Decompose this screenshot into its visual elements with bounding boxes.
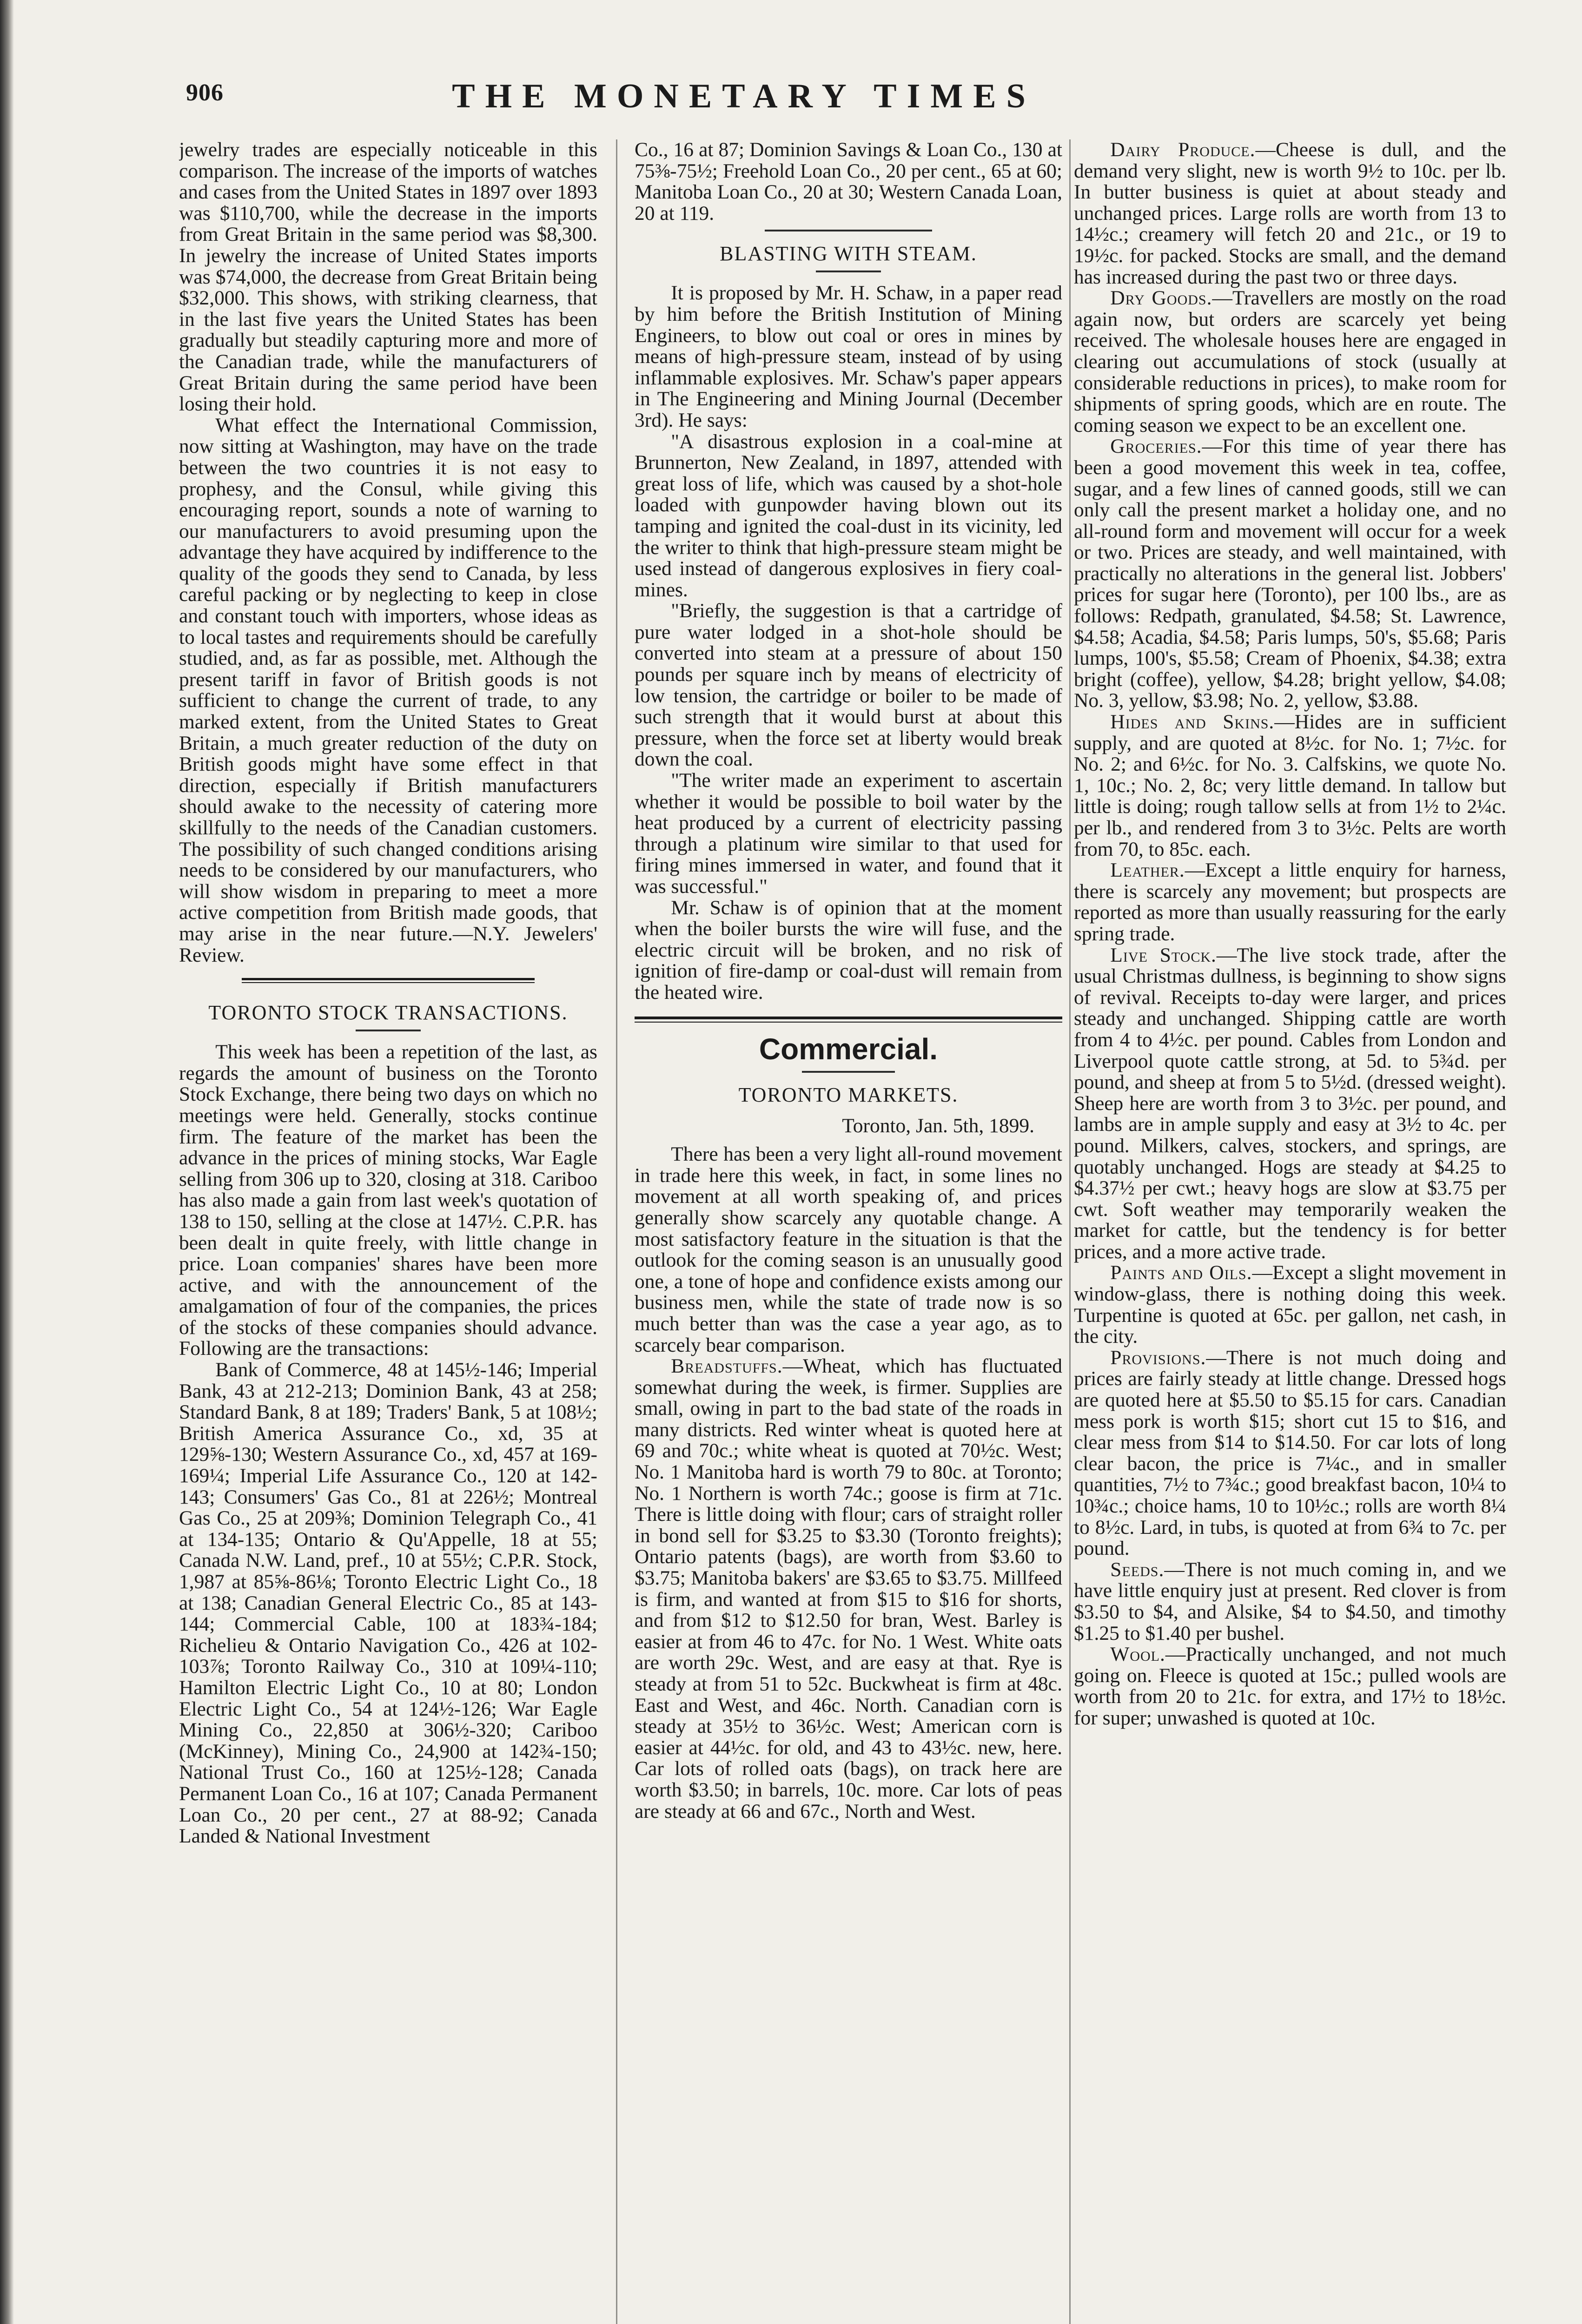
column-rule-right [1069,139,1071,2324]
stock-transactions-heading: TORONTO STOCK TRANSACTIONS. [208,1001,568,1024]
stock-transactions-continued: Co., 16 at 87; Dominion Savings & Loan Co., 130 at 75⅜-75½; Freehold Loan Co., 20 per cent., 65 at 60; Manitoba Loan Co., 20 at 30; Western Canada Loan, 20 at 119. [635,139,1062,224]
jewelry-paragraph-continued: jewelry trades are especially noticeable in this comparison. The increase of the imports of watches and cases from the United States in 1897 over 1893 was $110,700, while the decrease in the imports from Great Britain in the same period was $8,300. In jewelry the increase of United States imports was $74,000, the decrease from Great Britain being $32,000. This shows, with striking clearness, that in the last five years the United States has been gradually but steadily capturing more and more of the Canadian trade, while the manufacturers of Great Britain during the same period have been losing their hold. [179,139,597,416]
jewelry-paragraph-commission: What effect the International Commission, now sitting at Washington, may have on the trade between the two countries it is not easy to prophesy, and the Consul, while giving this encouraging report, sounds a note of warning to our manufacturers to avoid presuming upon the advantage they have acquired by indifference to the quality of the goods they send to Canada, by less careful packing or by neglecting to keep in close and constant touch with importers, whose ideas as to local tastes and requirements should be carefully studied, and, as far as possible, met. Although the present tariff in favor of British goods is not sufficient to change the current of trade, to any marked extent, from the United States to Great Britain, a much greater reduction of the duty on British goods might have some effect in that direction, especially if British manufacturers should awake to the necessity of catering more skillfully to the needs of the Canadian customers. The possibility of such changed conditions arising needs to be considered by our manufacturers, who will show wisdom in preparing to meet a more active competition from British made goods, that may arise in the near future.—N.Y. Jewelers' Review. [179,414,597,966]
dateline: Toronto, Jan. 5th, 1899. [842,1114,1034,1137]
item-text: —Hides are in sufficient supply, and are quoted at 8½c. for No. 1; 7½c. for No. 2; and 6½c. for No. 3. Calfskins, we quote No. 1, 10c.; No. 2, 8c; very little demand. In tallow but little is doing; rough tallow sells at from 1½ to 2¼c. per lb., and rendered from 3 to 3½c. Pelts are worth from 70, to 85c. each. [1074,711,1506,860]
toronto-markets-heading: TORONTO MARKETS. [738,1083,959,1106]
market-item-wool [1074,1644,1506,1729]
item-lead: Leather. [1110,859,1185,882]
blasting-paragraph: Mr. Schaw is of opinion that at the moment when the boiler bursts the wire will fuse, and the electric circuit will be broken, and no risk of ignition of fire-damp or coal-dust will remain from the heated wire. [635,896,1062,1004]
item-text: —For this time of year there has been a good movement this week in tea, coffee, sugar, and a few lines of canned goods, still we can only call the present market a holiday one, and no all-round form and movement will occur for a week or two. Prices are steady, and well maintained, with practically no alterations in the general list. Jobbers' prices for sugar here (Toronto), per 100 lbs., are as follows: Redpath, granulated, $4.58; St. Lawrence, $4.58; Acadia, $4.58; Paris lumps, 50's, $5.68; Paris lumps, 100's, $5.58; Cream of Phoenix, $4.38; extra bright (coffee), yellow, $4.28; bright yellow, $4.08; No. 3, yellow, $3.98; No. 2, yellow, $3.88. [1074,435,1506,712]
item-lead: Groceries. [1110,435,1202,458]
item-text: —The live stock trade, after the usual Christmas dullness, is beginning to show signs of revival. Receipts to-day were larger, and prices steady and unchanged. Shipping cattle are worth from 4 to 4½c. per pound. Cables from London and Liverpool quote cattle strong, at 5d. to 5¾d. per pound, and sheep at from 5 to 5½d. (dressed weight). Sheep here are worth from 3 to 3½c. per pound, and lambs are in ample supply and easy at 3½ to 4c. per pound. Milkers, calves, stockers, and springs, are quotably unchanged. Hogs are steady at $4.25 to $4.37½ per cwt.; heavy hogs are slow at $3.75 per cwt. Soft weather may temporarily weaken the market for cattle, but the tendency is for better prices, and a more active trade. [1074,944,1506,1263]
commercial-heading: Commercial. [759,1032,938,1066]
market-item-provisions [1074,1347,1506,1559]
item-lead: Live Stock. [1110,944,1217,966]
item-text: —Cheese is dull, and the demand very slight, new is worth 9½ to 10c. per lb. In butter business is quiet at about steady and unchanged prices. Large rolls are worth from 13 to 14½c.; creamery will fetch 20 and 21c., or 19 to 19½c. for packed. Stocks are small, and the demand has increased during the past two or three days. [1074,139,1506,288]
breadstuffs-lead: Breadstuffs. [671,1355,783,1378]
market-item-hides [1074,712,1506,860]
stock-paragraph-transactions: Bank of Commerce, 48 at 145½-146; Imperial Bank, 43 at 212-213; Dominion Bank, 43 at 258; Standard Bank, 8 at 189; Traders' Bank, 5 at 108½; British America Assurance Co., xd, 35 at 129⅝-130; Western Assurance Co., xd, 457 at 169-169¼; Imperial Life Assurance Co., 120 at 142-143; Consumers' Gas Co., 81 at 226½; Montreal Gas Co., 25 at 209⅜; Dominion Telegraph Co., 41 at 134-135; Ontario & Qu'Appelle, 18 at 55; Canada N.W. Land, pref., 10 at 55½; C.P.R. Stock, 1,987 at 85⅝-86⅛; Toronto Electric Light Co., 18 at 138; Canadian General Electric Co., 85 at 143-144; Commercial Cable, 100 at 183¾-184; Richelieu & Ontario Navigation Co., 426 at 102-103⅞; Toronto Railway Co., 310 at 109¼-110; Hamilton Electric Light Co., 10 at 80; London Electric Light Co., 54 at 124½-126; War Eagle Mining Co., 22,850 at 306½-320; Cariboo (McKinney), Mining Co., 24,900 at 142¾-150; National Trust Co., 160 at 125½-128; Canada Permanent Loan Co., 16 at 107; Canada Permanent Loan Co., 20 per cent., 27 at 88-92; Canada Landed & National Investment [179,1359,597,1848]
blasting-paragraph: "The writer made an experiment to ascertain whether it would be possible to boil water by the heat produced by a current of electricity passing through a platinum wire similar to that used for firing mines immersed in water, and found that it was successful." [635,769,1062,898]
market-item-leather [1074,860,1506,944]
column-rule-left [616,139,617,2324]
market-item-paints [1074,1262,1506,1347]
markets-intro-paragraph: There has been a very light all-round movement in trade here this week, in fact, in some lines no movement at all worth speaking of, and prices generally show scarcely any quotable change. A most satisfactory feature in the situation is that the outlook for the coming season is an unusually good one, a tone of hope and confidence exists among our business men, while the state of trade now is so much better than was the case a year ago, as to scarcely bear comparison. [635,1143,1062,1356]
item-text: —Except a slight movement in window-glass, there is nothing doing this week. Turpentine is quoted at 65c. per gallon, net cash, in the city. [1074,1261,1506,1348]
page-number: 906 [186,79,224,106]
item-lead: Paints and Oils. [1110,1261,1252,1284]
blasting-paragraph: "Briefly, the suggestion is that a cartridge of pure water lodged in a shot-hole should be converted into steam at a pressure of about 150 pounds per square inch by means of electricity of low tension, the cartridge or boiler to be made of such strength that it would burst at about this pressure, when the force set at liberty would break down the coal. [635,600,1062,771]
heading-rule [816,271,881,272]
item-text: —Travellers are mostly on the road again now, but orders are scarcely yet being received. The wholesale houses here are engaged in clearing out accumulations of stock (usually at considerable reductions in prices), to make room for shipments of spring goods, which are en route. The coming season we expect to be an excellent one. [1074,287,1506,436]
item-text: —There is not much coming in, and we have little enquiry just at present. Red clover is from $3.50 to $4, and Alsike, $4 to $4.50, and timothy $1.25 to $1.40 per bushel. [1074,1558,1506,1644]
item-text: —There is not much doing and prices are fairly steady at little change. Dressed hogs are quoted here at $5.50 to $5.15 for cars. Canadian mess pork is worth $15; short cut 15 to $16, and clear mess from $14 to $14.50. For car lots of long clear bacon, the price is 7¼c., and in smaller quantities, 7½ to 7¾c.; good breakfast bacon, 10¼ to 10¾c.; choice hams, 10 to 10½c.; rolls are worth 8¼ to 8½c. Lard, in tubs, is quoted at from 6¾ to 7c. per pound. [1074,1346,1506,1560]
item-lead: Dairy Produce. [1110,139,1256,161]
heading-rule [356,1030,421,1031]
article-separator-rule [765,230,932,231]
market-item-seeds [1074,1559,1506,1644]
item-lead: Wool. [1110,1643,1165,1666]
page-binding-edge [0,0,14,2324]
blasting-paragraph: "A disastrous explosion in a coal-mine at Brunnerton, New Zealand, in 1897, attended with great loss of life, which was caused by a shot-hole loaded with gunpowder having blown out its tamping and ignited the coal-dust in its vicinity, led the writer to think that high-pressure steam might be used instead of dangerous explosives in fiery coal-mines. [635,430,1062,601]
item-lead: Dry Goods. [1110,287,1212,310]
heading-rule [802,1071,895,1073]
article-separator-rule [242,978,535,983]
market-item-live-stock [1074,945,1506,1263]
column-three [1074,139,1506,2324]
stock-paragraph-intro: This week has been a repetition of the last, as regards the amount of business on the Toronto Stock Exchange, there being two days on which no meetings were held. Generally, stocks continue firm. The feature of the market has been the advance in the prices of mining stocks, War Eagle selling from 306 up to 320, closing at 318. Cariboo has also made a gain from last week's quotation of 138 to 150, selling at the close at 147½. C.P.R. has been dealt in quite freely, with little change in price. Loan companies' shares have been more active, and with the announcement of the amalgamation of four of the companies, the prices of the stocks of these companies should advance. Following are the transactions: [179,1041,597,1360]
item-lead: Provisions. [1110,1346,1206,1369]
market-item-dry-goods [1074,288,1506,436]
column-one [179,139,597,2324]
blasting-heading: BLASTING WITH STEAM. [720,242,977,265]
item-lead: Seeds. [1110,1558,1165,1581]
market-item-dairy [1074,139,1506,288]
market-item-groceries [1074,436,1506,712]
section-separator-rule [635,1017,1062,1023]
item-text: —Except a little enquiry for harness, there is scarcely any movement; but prospects are reported as more than usually reassuring for the early spring trade. [1074,859,1506,945]
blasting-paragraph: It is proposed by Mr. H. Schaw, in a paper read by him before the British Institution of Mining Engineers, to blow out coal or ores in mines by means of high-pressure steam, instead of by using inflammable explosives. Mr. Schaw's paper appears in The Engineering and Mining Journal (December 3rd). He says: [635,282,1062,431]
item-text: —Practically unchanged, and not much going on. Fleece is quoted at 15c.; pulled wools are worth from 20 to 21c. for extra, and 17½ to 18½c. for super; unwashed is quoted at 10c. [1074,1643,1506,1729]
masthead: THE MONETARY TIMES [452,77,1036,115]
breadstuffs-text: —Wheat, which has fluctuated somewhat during the week, is firmer. Supplies are small, owing in part to the bad state of the roads in many districts. Red winter wheat is quoted here at 69 and 70c.; white wheat is quoted at 70½c. West; No. 1 Manitoba hard is worth 79 to 80c. at Toronto; No. 1 Northern is worth 74c.; goose is firm at 71c. There is little doing with flour; cars of straight roller in bond sell for $3.25 to $3.30 (Toronto freights); Ontario patents (bags), are worth from $3.60 to $3.75; Manitoba bakers' are $3.65 to $3.75. Millfeed is firm, and wanted at from $15 to $16 for shorts, and from $12 to $12.50 for bran, West. Barley is easier at from 46 to 47c. for No. 1 West. White oats are worth 29c. West, and are easy at that. Rye is steady at from 51 to 52c. Buckwheat is firm at 48c. East and West, and 46c. North. Canadian corn is steady at 35½ to 36½c. West; American corn is easier at 44½c. for old, and 43 to 43½c. new, here. Car lots of rolled oats (bags), on track here are worth $3.50; in barrels, 10c. more. Car lots of peas are steady at 66 and 67c., North and West. [635,1355,1062,1822]
breadstuffs-paragraph [635,1356,1062,1822]
column-two [635,139,1062,2324]
item-lead: Hides and Skins. [1110,711,1275,733]
